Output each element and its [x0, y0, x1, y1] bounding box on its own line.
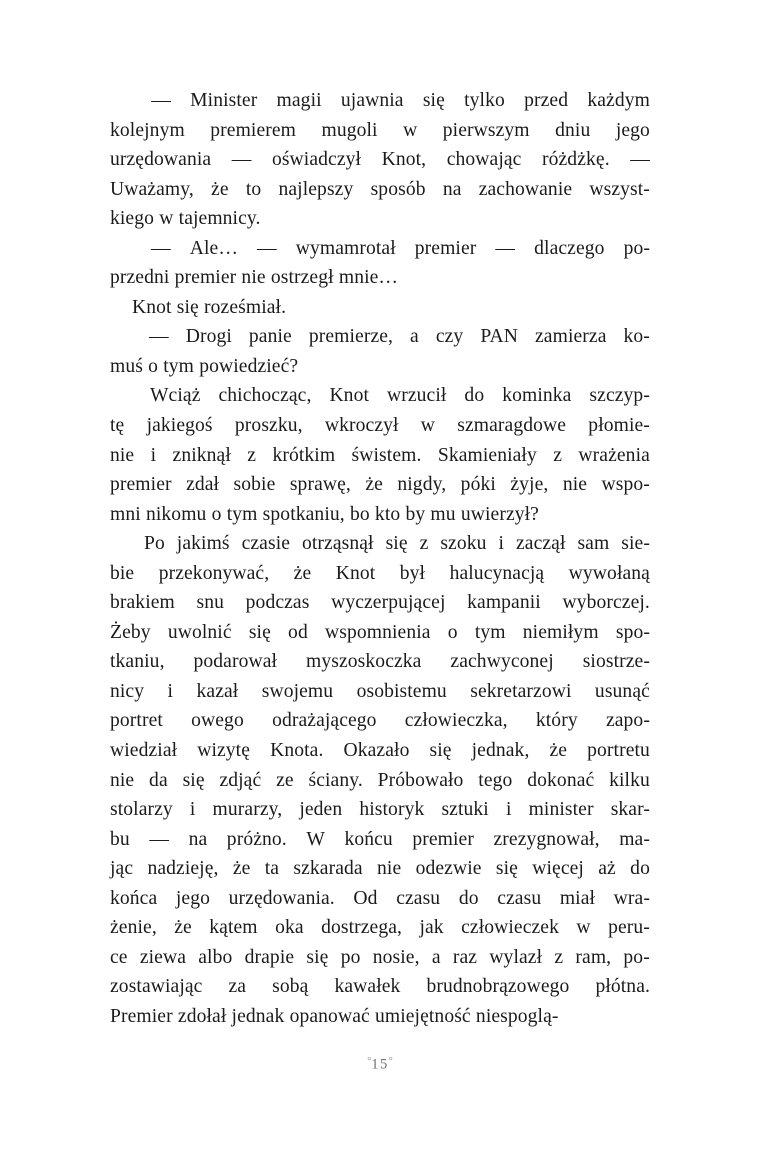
paragraph-indent	[110, 529, 132, 559]
folio-ornament-right: °	[388, 1056, 393, 1067]
text-line: mni nikomu o tym spotkaniu, bo kto by mu uwierzył?	[110, 503, 539, 525]
paragraph	[110, 86, 650, 234]
text-line: Wciąż chichocząc, Knot wrzucił do kominka szczyp-	[110, 381, 650, 411]
text-line: bie przekonywać, że Knot był halucynacją wywołaną	[110, 562, 650, 584]
text-line: brakiem snu podczas wyczerpującej kampanii wyborczej.	[110, 592, 650, 614]
folio-ornament-left: °	[367, 1056, 372, 1067]
page-text-block	[110, 86, 650, 1032]
text-line: tę jakiegoś proszku, wkroczył w szmaragdowe płomie-	[110, 415, 650, 437]
text-line: wiedział wizytę Knota. Okazało się jednak, że portretu	[110, 740, 650, 762]
text-line: bu — na próżno. W końcu premier zrezygnował, ma-	[110, 828, 650, 850]
paragraph	[110, 293, 650, 323]
text-line: Uważamy, że to najlepszy sposób na zachowanie wszyst-	[110, 178, 650, 200]
text-line: Po jakimś czasie otrząsnął się z szoku i zaczął sam sie-	[110, 529, 650, 559]
paragraph-indent	[110, 322, 132, 352]
text-line: — Ale… — wymamrotał premier — dlaczego po-	[110, 234, 650, 264]
text-line: nie i zniknął z krótkim świstem. Skamieniały z wrażenia	[110, 444, 650, 466]
text-line: przedni premier nie ostrzegł mnie…	[110, 267, 399, 289]
paragraph	[110, 322, 650, 381]
text-line: nicy i kazał swojemu osobistemu sekretarzowi usunąć	[110, 680, 650, 702]
text-line: portret owego odrażającego człowieczka, który zapo-	[110, 710, 650, 732]
paragraph	[110, 381, 650, 529]
paragraph	[110, 234, 650, 293]
text-line: kiego w tajemnicy.	[110, 208, 261, 230]
text-line: tkaniu, podarował myszoskoczka zachwyconej siostrze-	[110, 651, 650, 673]
text-line: jąc nadzieję, że ta szkarada nie odezwie się więcej aż do	[110, 858, 650, 880]
paragraph	[110, 529, 650, 1031]
text-line: ce ziewa albo drapie się po nosie, a raz wylazł z ram, po-	[110, 946, 650, 968]
text-line: Knot się roześmiał.	[132, 296, 287, 318]
text-line: żenie, że kątem oka dostrzega, jak człowieczek w peru-	[110, 917, 650, 939]
text-line: — Minister magii ujawnia się tylko przed każdym	[110, 86, 650, 116]
paragraph-indent	[110, 234, 132, 264]
text-line: nie da się zdjąć ze ściany. Próbowało tego dokonać kilku	[110, 769, 650, 791]
paragraph-indent	[110, 86, 132, 116]
text-line: premier zdał sobie sprawę, że nigdy, póki żyje, nie wspo-	[110, 474, 650, 496]
text-line: stolarzy i murarzy, jeden historyk sztuki i minister skar-	[110, 799, 650, 821]
text-line: — Drogi panie premierze, a czy PAN zamierza ko-	[110, 322, 650, 352]
page-number: 15	[371, 1056, 389, 1073]
text-line: muś o tym powiedzieć?	[110, 355, 299, 377]
text-line: urzędowania — oświadczył Knot, chowając różdżkę. —	[110, 149, 650, 171]
text-line: Żeby uwolnić się od wspomnienia o tym niemiłym spo-	[110, 621, 650, 643]
text-line: zostawiając za sobą kawałek brudnobrązowego płótna.	[110, 976, 650, 998]
text-line: końca jego urzędowania. Od czasu do czasu miał wra-	[110, 887, 650, 909]
page-folio	[0, 1052, 760, 1075]
paragraph-indent	[110, 381, 132, 411]
text-line: Premier zdołał jednak opanować umiejętność niespoglą-	[110, 1005, 559, 1027]
text-line: kolejnym premierem mugoli w pierwszym dniu jego	[110, 119, 650, 141]
